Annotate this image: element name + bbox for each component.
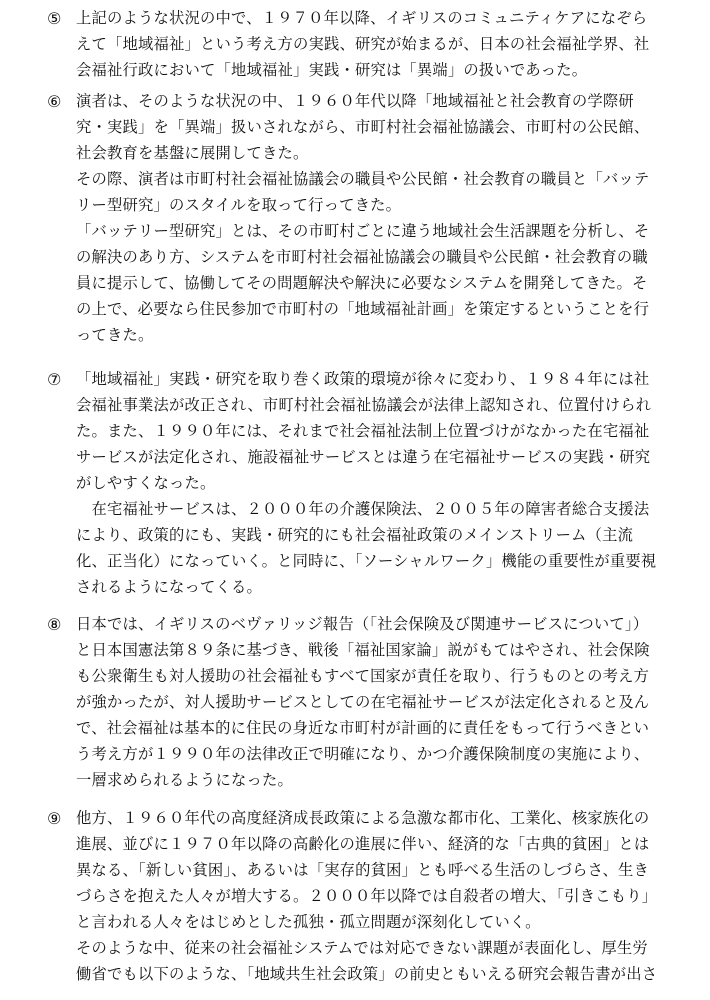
text-line: ってきた。 [76,326,154,344]
numbered-paragraph-9 [0,805,710,987]
text-line: 進展、並びに１９７０年以降の高齢化の進展に伴い、経済的な「古典的貧困」とは [76,835,650,853]
item-number: ⑤ [47,9,62,28]
text-line: づらさを抱えた人々が増大する。２０００年以降では自殺者の増大、「引きこもり」 [76,887,658,905]
text-line: と日本国憲法第８９条に基づき、戦後「福祉国家論」説がもてはやされ、社会保険 [76,641,650,659]
text-line: で、社会福祉は基本的に住民の身近な市町村が計画的に責任をもって行うべきとい [76,719,650,737]
text-line: により、政策的にも、実践・研究的にも社会福祉政策のメインストリーム（主流 [76,526,634,544]
numbered-paragraph-6 [0,88,710,348]
text-line: 究・実践」を「異端」扱いされながら、市町村社会福祉協議会、市町村の公民館、 [76,118,650,136]
text-line: リー型研究」のスタイルを取って行ってきた。 [76,196,402,214]
text-line: 会福祉行政において「地域福祉」実践・研究は「異端」の扱いであった。 [76,61,588,79]
text-line: た。また、１９９０年には、それまで社会福祉法制上位置づけがなかった在宅福祉 [76,422,650,440]
numbered-paragraph-7 [0,366,710,600]
text-line: の解決のあり方、システムを市町村社会福祉協議会の職員や公民館・社会教育の職 [76,248,648,266]
item-number: ⑦ [47,370,62,389]
text-line: 化、正当化）になっていく。と同時に、「ソーシャルワーク」機能の重要性が重要視 [76,552,657,570]
text-line: と言われる人々をはじめとした孤独・孤立問題が深刻化していく。 [76,913,541,931]
text-line: も公衆衛生も対人援助の社会福祉もすべて国家が責任を取り、行うものとの考え方 [76,667,650,685]
text-line: 演者は、そのような状況の中、１９６０年代以降「地域福祉と社会教育の学際研 [76,92,634,110]
text-line: の上で、必要なら住民参加で市町村の「地域福祉計画」を策定するということを行 [76,300,650,318]
numbered-paragraph-5 [0,5,710,83]
text-line: 員に提示して、協働してその問題解決や解決に必要なシステムを開発してきた。そ [76,274,648,292]
text-line: 「バッテリー型研究」とは、その市町村ごとに違う地域社会生活課題を分析し、そ [76,222,650,240]
text-line: されるようになってくる。 [76,578,262,596]
text-line: 上記のような状況の中で、１９７０年以降、イギリスのコミュニティケアになぞら [76,9,648,27]
text-line: 在宅福祉サービスは、２０００年の介護保険法、２００５年の障害者総合支援法 [76,500,650,518]
text-line: えて「地域福祉」という考え方の実践、研究が始まるが、日本の社会福祉学界、社 [76,35,650,53]
text-line: 会福祉事業法が改正され、市町村社会福祉協議会が法律上認知され、位置付けられ [76,396,652,414]
text-line: がしやすくなった。 [76,474,216,492]
item-number: ⑨ [47,809,62,828]
numbered-paragraph-8 [0,611,710,793]
text-line: その際、演者は市町村社会福祉協議会の職員や公民館・社会教育の職員と「バッテ [76,170,650,188]
text-line: 一層求められるようになった。 [76,771,293,789]
text-line: が強かったが、対人援助サービスとしての在宅福祉サービスが法定化されると及ん [76,693,650,711]
text-line: そのような中、従来の社会福祉システムでは対応できない課題が表面化し、厚生労 [76,939,648,957]
text-line: 働省でも以下のような、「地域共生社会政策」の前史ともいえる研究会報告書が出さ [76,965,658,983]
text-line: 日本では、イギリスのベヴァリッジ報告（「社会保険及び関連サービスについて」） [76,615,649,633]
text-line: う考え方が１９９０年の法律改正で明確になり、かつ介護保険制度の実施により、 [76,745,650,763]
text-line: 社会教育を基盤に展開してきた。 [76,144,309,162]
text-line: 「地域福祉」実践・研究を取り巻く政策的環境が徐々に変わり、１９８４年には社 [76,370,650,388]
item-number: ⑧ [47,615,62,634]
text-line: 他方、１９６０年代の高度経済成長政策による急激な都市化、工業化、核家族化の [76,809,650,827]
text-line: 異なる、「新しい貧困」、あるいは「実存的貧困」とも呼べる生活のしづらさ、生き [76,861,649,879]
item-number: ⑥ [47,92,62,111]
text-line: サービスが法定化され、施設福祉サービスとは違う在宅福祉サービスの実践・研究 [76,448,651,466]
